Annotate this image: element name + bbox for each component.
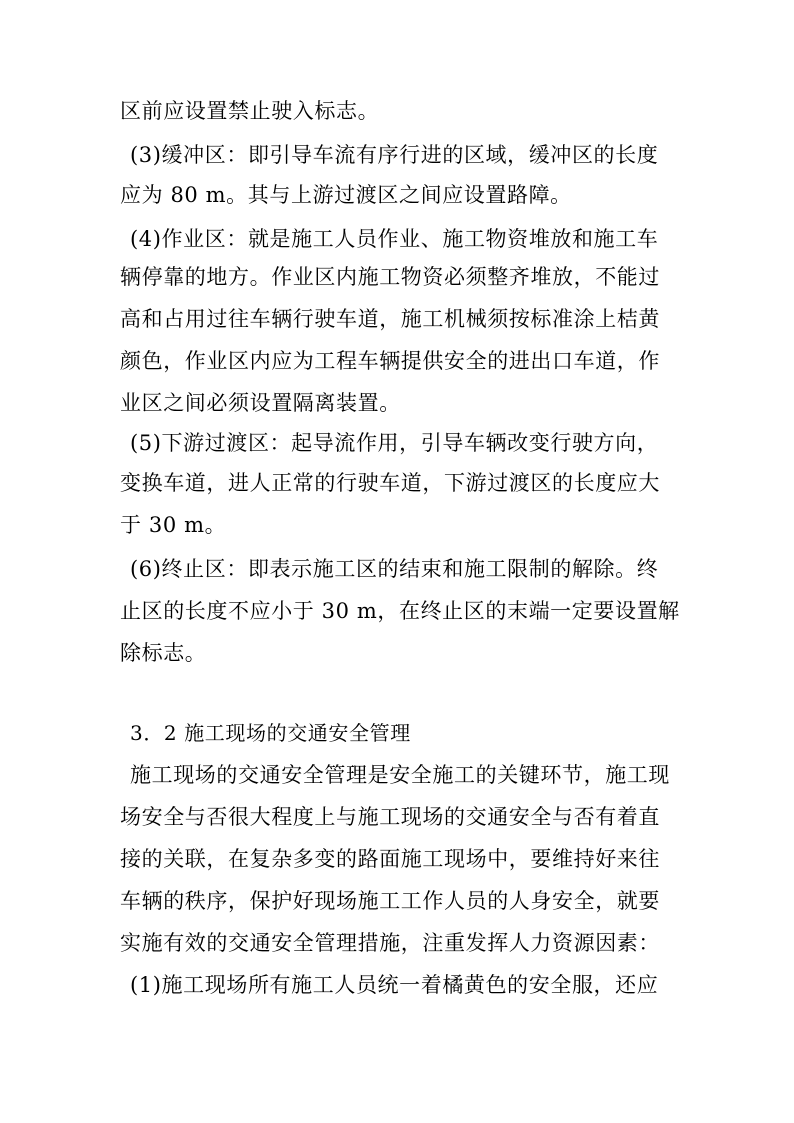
text-line: 颜色，作业区内应为工程车辆提供安全的进出口车道，作 — [120, 349, 660, 373]
item-1-safety-clothing: (1)施工现场所有施工人员统一着橘黄色的安全服，还应 — [130, 973, 659, 997]
text-line: 除标志。 — [120, 641, 207, 665]
text-line: 变换车道，进人正常的行驶车道，下游过渡区的长度应大 — [120, 471, 660, 495]
section-heading: 3．2 施工现场的交通安全管理 — [130, 721, 411, 745]
text-line: 高和占用过往车辆行驶车道，施工机械须按标准涂上桔黄 — [120, 307, 660, 331]
item-6-termination-zone: (6)终止区：即表示施工区的结束和施工限制的解除。终 — [130, 557, 659, 581]
item-5-downstream-transition: (5)下游过渡区：起导流作用，引导车辆改变行驶方向， — [130, 431, 659, 455]
text-line: 区前应设置禁止驶入标志。 — [120, 99, 380, 123]
text-line: 业区之间必须设置隔离装置。 — [120, 391, 401, 415]
text-line: 辆停靠的地方。作业区内施工物资必须整齐堆放，不能过 — [120, 265, 660, 289]
text-line: 实施有效的交通安全管理措施，注重发挥人力资源因素： — [120, 931, 660, 955]
item-4-work-zone: (4)作业区：就是施工人员作业、施工物资堆放和施工车 — [130, 227, 659, 251]
paragraph-start: 施工现场的交通安全管理是安全施工的关键环节，施工现 — [130, 763, 670, 787]
text-line: 止区的长度不应小于 30 m，在终止区的末端一定要设置解 — [120, 599, 680, 623]
item-3-buffer-zone: (3)缓冲区：即引导车流有序行进的区域，缓冲区的长度 — [130, 143, 659, 167]
text-line: 应为 80 m。其与上游过渡区之间应设置路障。 — [120, 183, 572, 207]
text-line: 于 30 m。 — [120, 513, 227, 537]
text-line: 场安全与否很大程度上与施工现场的交通安全与否有着直 — [120, 805, 660, 829]
text-line: 车辆的秩序，保护好现场施工工作人员的人身安全，就要 — [120, 889, 660, 913]
text-line: 接的关联，在复杂多变的路面施工现场中，要维持好来往 — [120, 847, 660, 871]
